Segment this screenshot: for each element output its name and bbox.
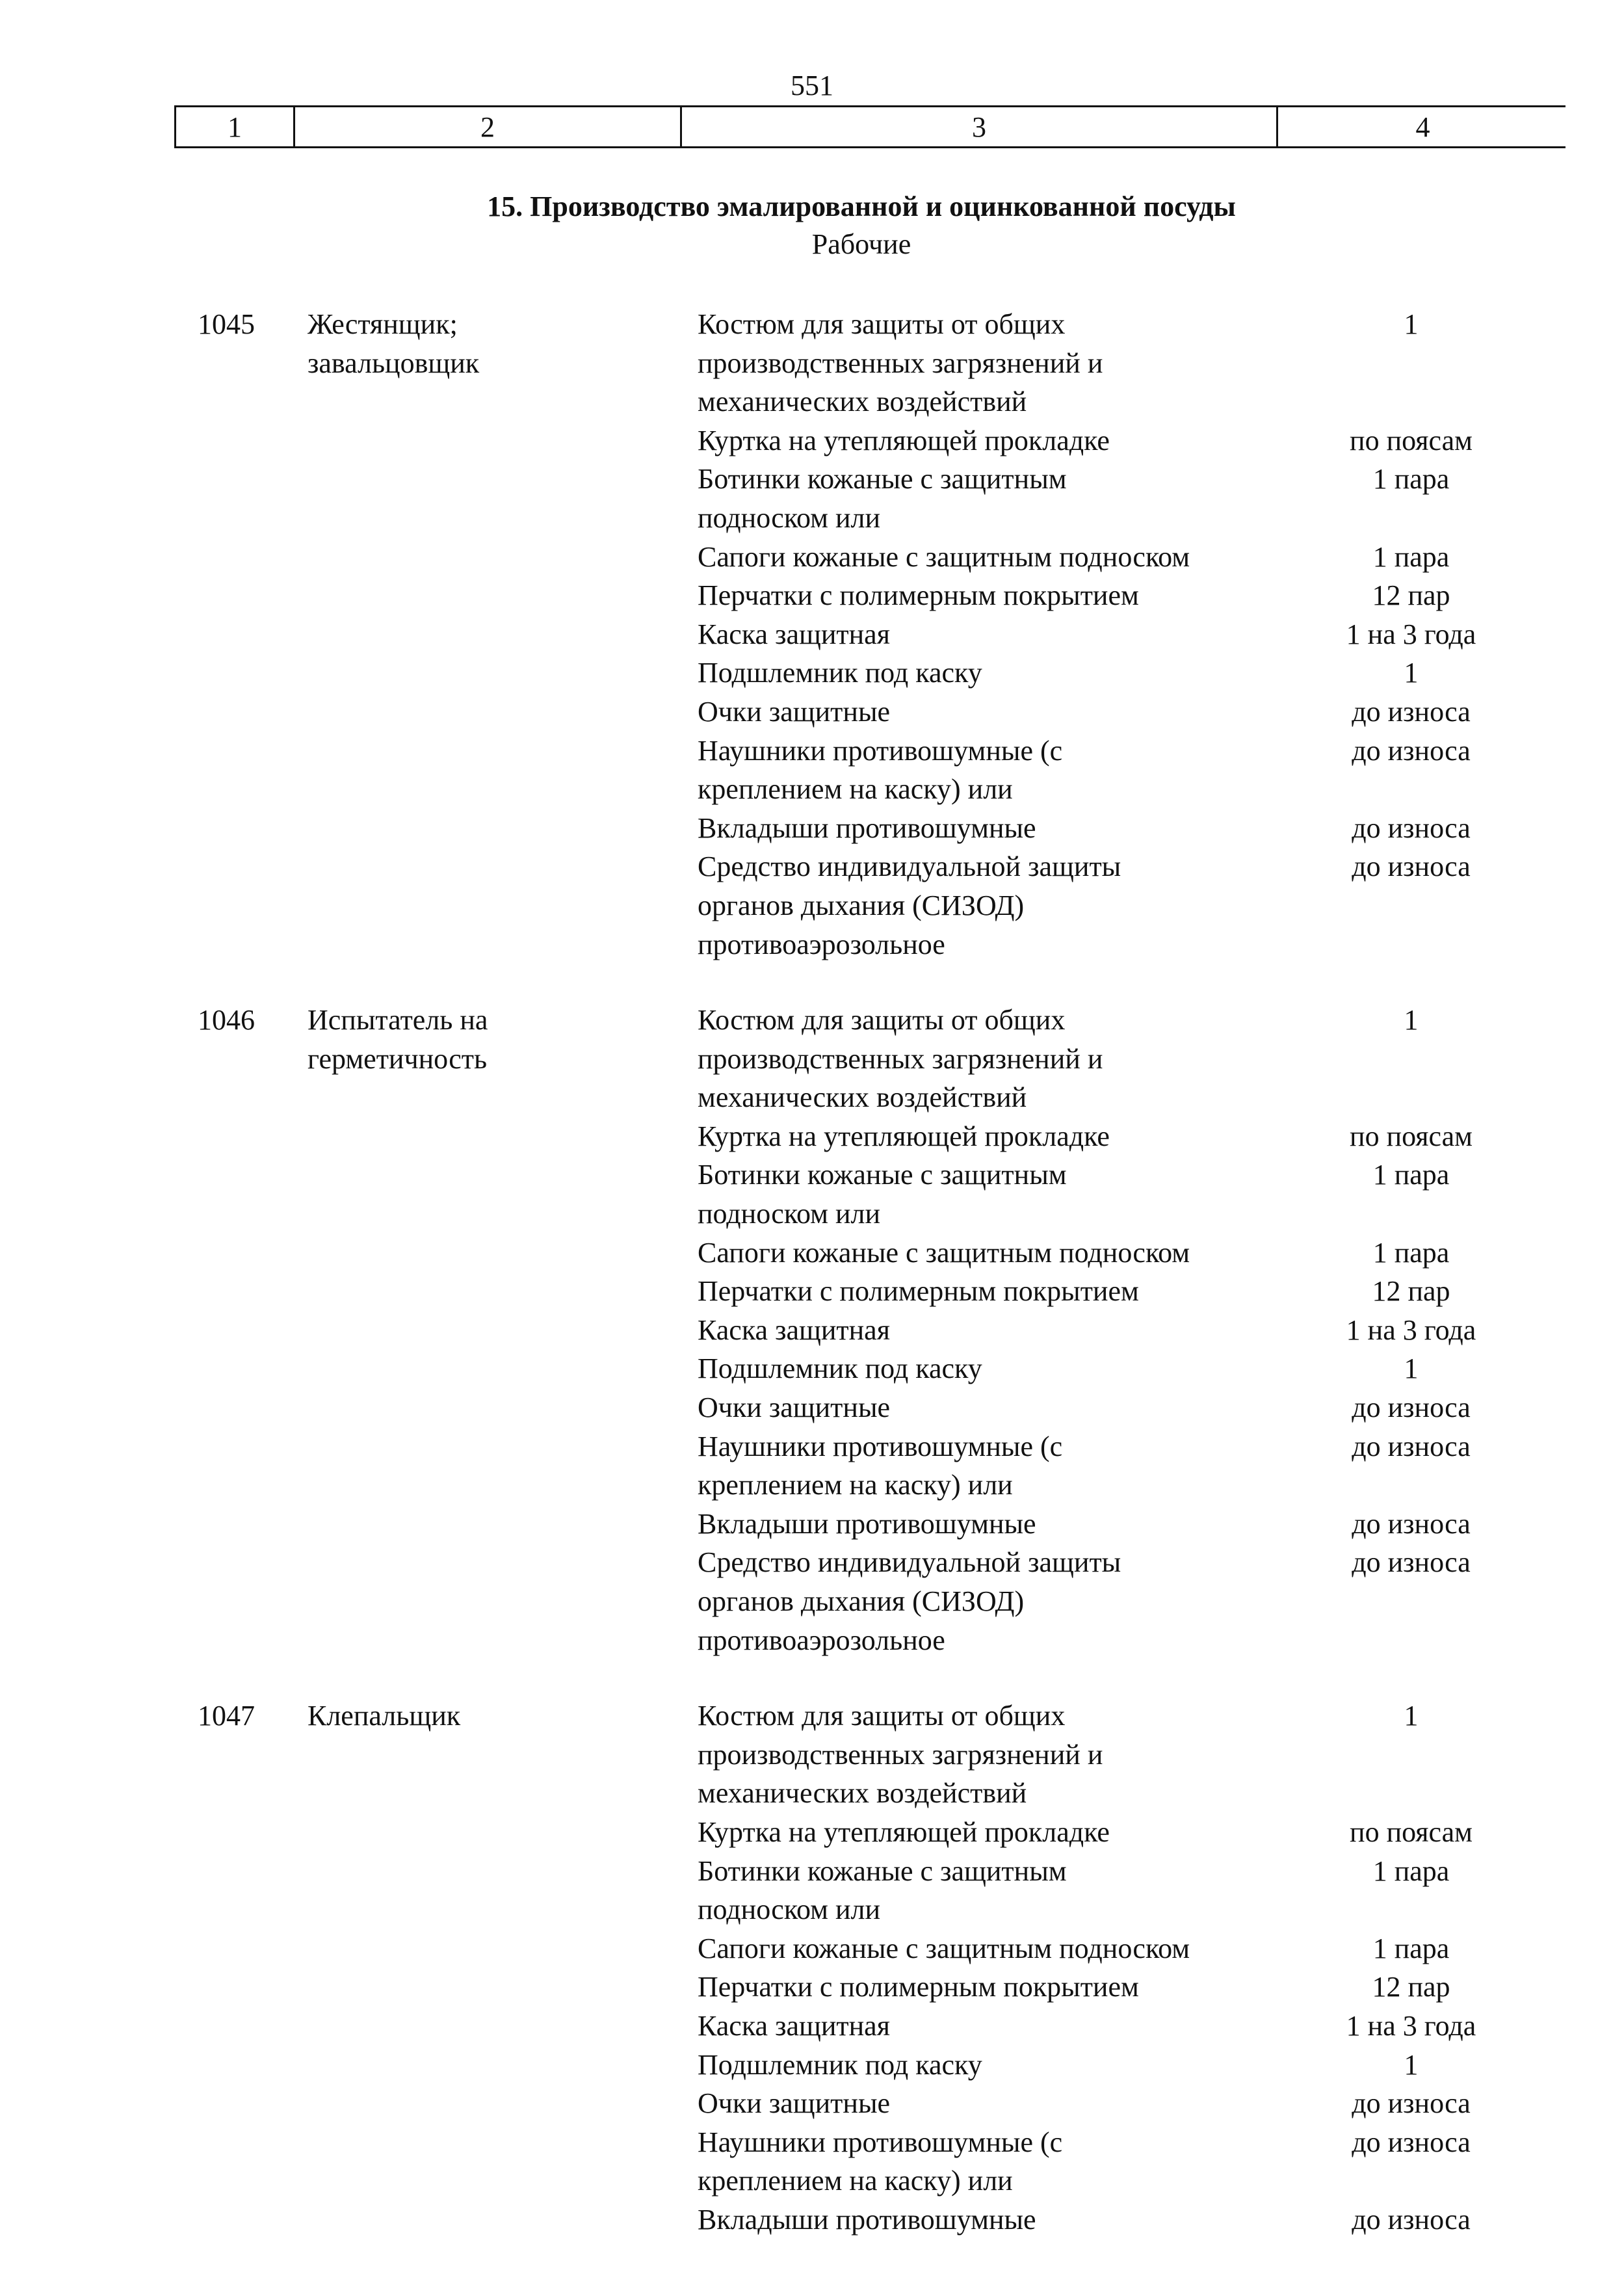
equipment-list [698,1696,1565,2239]
equipment-quantity: до износа [1352,695,1471,728]
equipment-name-line: Сапоги кожаные с защитным подноском [698,1932,1190,1964]
equipment-name-line: Костюм для защиты от общих [698,1700,1066,1732]
equipment-name-line: Костюм для защиты от общих [698,308,1066,340]
equipment-name-line: механических воздействий [698,1777,1027,1810]
equipment-name-line: Наушники противошумные (с [698,734,1063,767]
equipment-quantity: 1 [1404,1004,1419,1036]
equipment-name [698,1349,1257,1388]
equipment-quantity: 1 [1404,2048,1419,2081]
equipment-item [698,1311,1565,1350]
equipment-name-line: органов дыхания (СИЗОД) [698,1585,1025,1617]
equipment-name [698,615,1257,654]
equipment-name [698,1505,1257,1544]
equipment-item [698,1543,1565,1659]
equipment-name-line: Очки защитные [698,695,891,728]
column-header-2: 2 [295,107,682,146]
equipment-name [698,2046,1257,2085]
equipment-name [698,1929,1257,1968]
equipment-item [698,1155,1565,1233]
equipment-list [698,305,1565,964]
equipment-name [698,1234,1257,1273]
equipment-name [698,1427,1257,1505]
equipment-quantity: 1 [1404,1700,1419,1732]
equipment-name-line: механических воздействий [698,1081,1027,1114]
equipment-quantity: до износа [1352,2087,1471,2120]
equipment-item [698,1272,1565,1311]
equipment-name [698,538,1257,577]
equipment-item [698,305,1565,421]
equipment-name-line: Подшлемник под каску [698,2048,982,2081]
equipment-quantity: 1 [1404,657,1419,689]
equipment-name [698,732,1257,809]
equipment-name [698,1388,1257,1427]
equipment-name-line: Подшлемник под каску [698,1353,982,1385]
profession-groups [174,305,1565,2276]
equipment-name [698,1117,1257,1156]
equipment-name-line: Наушники противошумные (с [698,2126,1063,2158]
equipment-quantity: 1 пара [1372,540,1450,573]
equipment-name [698,1543,1257,1659]
profession-title-line: Жестянщик; [308,308,458,340]
equipment-name-line: механических воздействий [698,386,1027,418]
equipment-name-line: Перчатки с полимерным покрытием [698,1275,1139,1308]
equipment-name-line: противоаэрозольное [698,928,945,960]
equipment-name [698,460,1257,537]
section-subtitle: Рабочие [811,228,911,260]
equipment-quantity: до износа [1352,851,1471,883]
equipment-item [698,1427,1565,1505]
equipment-name [698,1001,1257,1117]
equipment-name-line: производственных загрязнений и [698,1042,1103,1075]
profession-code: 1045 [198,308,255,340]
equipment-name [698,1311,1257,1350]
column-header-1: 1 [176,107,295,146]
equipment-name-line: Средство индивидуальной защиты [698,851,1121,883]
equipment-name-line: подноском или [698,501,881,534]
equipment-name [698,847,1257,964]
equipment-name [698,576,1257,615]
equipment-name [698,2007,1257,2046]
equipment-name-line: подноском или [698,1198,881,1230]
equipment-name [698,1968,1257,2007]
equipment-name-line: Ботинки кожаные с защитным [698,1159,1067,1191]
equipment-item [698,809,1565,848]
equipment-name [698,1852,1257,1929]
profession-group [174,1696,1565,2239]
equipment-name-line: креплением на каску) или [698,2165,1013,2197]
column-header-row [174,105,1565,148]
equipment-quantity: по поясам [1350,424,1473,456]
equipment-item [698,1813,1565,1852]
equipment-item [698,2200,1565,2239]
equipment-quantity: до износа [1352,734,1471,767]
equipment-name-line: Вкладыши противошумные [698,812,1036,844]
equipment-name-line: Куртка на утепляющей прокладке [698,1120,1110,1152]
equipment-name-line: Перчатки с полимерным покрытием [698,1971,1139,2003]
equipment-name [698,2084,1257,2123]
profession-group [174,1001,1565,1659]
profession-title [308,305,672,383]
equipment-item [698,732,1565,809]
equipment-name-line: Ботинки кожаные с защитным [698,1854,1067,1887]
equipment-quantity: 1 пара [1372,1159,1450,1191]
equipment-name-line: подноском или [698,1894,881,1926]
equipment-item [698,1968,1565,2007]
profession-title-line: Клепальщик [308,1700,461,1732]
equipment-item [698,1852,1565,1929]
equipment-item [698,1234,1565,1273]
equipment-item [698,693,1565,732]
equipment-quantity: до износа [1352,812,1471,844]
equipment-name [698,1696,1257,1813]
equipment-item [698,1001,1565,1117]
profession-title [308,1001,672,1079]
profession-code: 1046 [198,1004,255,1036]
equipment-name-line: Сапоги кожаные с защитным подноском [698,1236,1190,1269]
profession-title-line: герметичность [308,1043,488,1075]
equipment-name [698,1813,1257,1852]
profession-code: 1047 [198,1700,255,1732]
equipment-item [698,576,1565,615]
equipment-quantity: до износа [1352,2203,1471,2236]
equipment-name-line: креплением на каску) или [698,1469,1013,1501]
section-title: 15. Производство эмалированной и оцинкованной посуды [487,191,1236,222]
equipment-quantity: по поясам [1350,1815,1473,1848]
equipment-item [698,2123,1565,2200]
equipment-item [698,1349,1565,1388]
equipment-quantity: до износа [1352,1392,1471,1424]
equipment-item [698,421,1565,460]
equipment-name-line: Очки защитные [698,1392,891,1424]
equipment-name [698,653,1257,693]
equipment-name [698,2200,1257,2239]
equipment-list [698,1001,1565,1659]
profession-group [174,305,1565,964]
equipment-name [698,1155,1257,1233]
equipment-name-line: Ботинки кожаные с защитным [698,463,1067,495]
equipment-item [698,1505,1565,1544]
equipment-name [698,421,1257,460]
equipment-name-line: Перчатки с полимерным покрытием [698,579,1139,612]
equipment-name [698,2123,1257,2200]
equipment-item [698,2007,1565,2046]
equipment-name-line: Вкладыши противошумные [698,2203,1036,2236]
equipment-name-line: органов дыхания (СИЗОД) [698,889,1025,921]
equipment-name-line: Каска защитная [698,1313,890,1346]
equipment-name [698,1272,1257,1311]
equipment-item [698,1929,1565,1968]
equipment-name-line: Каска защитная [698,2009,890,2042]
equipment-item [698,2046,1565,2085]
profession-title-line: Испытатель на [308,1004,488,1036]
equipment-quantity: 1 пара [1372,1236,1450,1269]
equipment-name-line: Каска защитная [698,618,890,650]
equipment-item [698,460,1565,537]
equipment-item [698,1117,1565,1156]
equipment-name [698,305,1257,421]
column-header-3: 3 [682,107,1278,146]
equipment-name-line: Очки защитные [698,2087,891,2120]
profession-title-line: завальцовщик [308,347,480,379]
equipment-item [698,2084,1565,2123]
profession-title [308,1696,672,1735]
equipment-quantity: до износа [1352,1507,1471,1540]
equipment-name-line: Вкладыши противошумные [698,1507,1036,1540]
equipment-item [698,615,1565,654]
equipment-quantity: до износа [1352,2126,1471,2158]
equipment-quantity: 1 на 3 года [1346,1313,1476,1346]
equipment-name [698,693,1257,732]
equipment-item [698,538,1565,577]
page-number: 551 [791,70,833,101]
equipment-quantity: 1 на 3 года [1346,2009,1476,2042]
equipment-quantity: 12 пар [1372,1971,1450,2003]
equipment-quantity: до износа [1352,1430,1471,1462]
equipment-name-line: Наушники противошумные (с [698,1430,1063,1462]
equipment-name-line: производственных загрязнений и [698,1738,1103,1771]
equipment-name-line: Куртка на утепляющей прокладке [698,1815,1110,1848]
equipment-name-line: Подшлемник под каску [698,657,982,689]
equipment-quantity: до износа [1352,1546,1471,1579]
equipment-name [698,809,1257,848]
equipment-quantity: 12 пар [1372,579,1450,612]
equipment-quantity: 12 пар [1372,1275,1450,1308]
equipment-name-line: креплением на каску) или [698,773,1013,806]
equipment-name-line: Костюм для защиты от общих [698,1004,1066,1036]
equipment-name-line: противоаэрозольное [698,1624,945,1656]
equipment-item [698,1696,1565,1813]
equipment-quantity: 1 [1404,1353,1419,1385]
column-header-4: 4 [1415,111,1430,143]
equipment-quantity: 1 пара [1372,1854,1450,1887]
equipment-quantity: по поясам [1350,1120,1473,1152]
equipment-name-line: Сапоги кожаные с защитным подноском [698,540,1190,573]
equipment-item [698,653,1565,693]
equipment-quantity: 1 на 3 года [1346,618,1476,650]
equipment-item [698,847,1565,964]
equipment-quantity: 1 [1404,308,1419,340]
equipment-quantity: 1 пара [1372,1932,1450,1964]
equipment-name-line: Средство индивидуальной защиты [698,1546,1121,1579]
equipment-name-line: Куртка на утепляющей прокладке [698,424,1110,456]
equipment-quantity: 1 пара [1372,463,1450,495]
equipment-item [698,1388,1565,1427]
equipment-name-line: производственных загрязнений и [698,347,1103,379]
